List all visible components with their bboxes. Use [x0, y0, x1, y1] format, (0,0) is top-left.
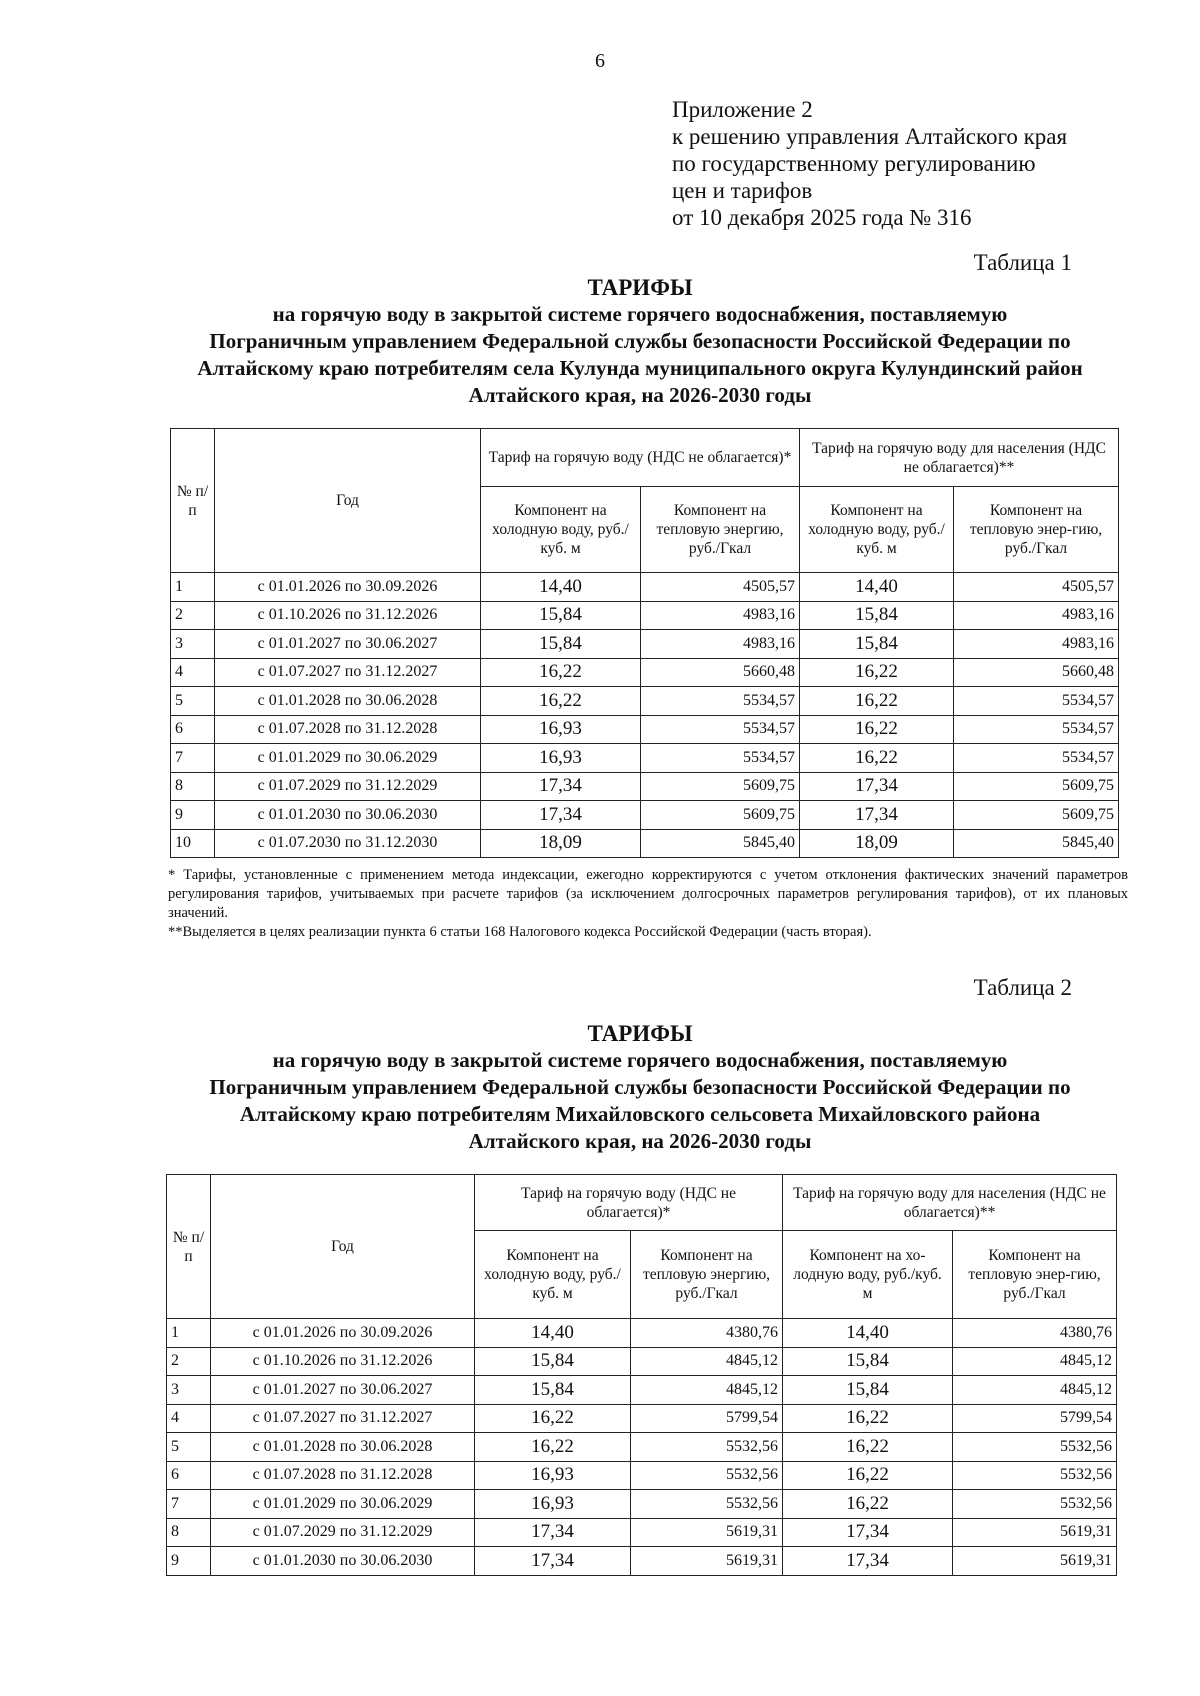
row-period: с 01.07.2029 по 31.12.2029 [211, 1518, 475, 1547]
row-period: с 01.07.2027 по 31.12.2027 [211, 1404, 475, 1433]
row-period: с 01.01.2029 по 30.06.2029 [215, 744, 481, 773]
table1-label: Таблица 1 [973, 250, 1072, 275]
row-period: с 01.01.2029 по 30.06.2029 [211, 1490, 475, 1519]
cell-heat-tariff: 5532,56 [631, 1433, 783, 1462]
table1-subtitle-line: Алтайскому краю потребителям села Кулунда муниципального округа Кулундинский район [197, 356, 1083, 380]
header-heat-energy: Компонент на тепловую энер-гию, руб./Гкал [953, 1231, 1117, 1319]
cell-heat-tariff: 4983,16 [641, 601, 800, 630]
table-row [171, 772, 1119, 801]
row-period: с 01.07.2028 по 31.12.2028 [211, 1461, 475, 1490]
page-number: 6 [595, 50, 605, 72]
table1-title-block [160, 274, 1120, 409]
header-cold-water: Компонент на холодную воду, руб./куб. м [481, 487, 641, 573]
table-row [167, 1347, 1117, 1376]
row-period: с 01.01.2030 по 30.06.2030 [215, 801, 481, 830]
row-period: с 01.07.2028 по 31.12.2028 [215, 715, 481, 744]
table1-subtitle-line: Пограничным управлением Федеральной службы безопасности Российской Федерации по [209, 329, 1071, 353]
cell-cold-population: 15,84 [800, 630, 954, 659]
cell-cold-tariff: 14,40 [481, 573, 641, 602]
footnote-indexation: * Тарифы, установленные с применением метода индексации, ежегодно корректируются с учетом отклонения фактических значений параметров регулирования тарифов, учитываемых при расчете тарифов (за исключением долгосрочных параметров регулирования тарифов), от их плановых значений. [168, 867, 1128, 921]
cell-cold-tariff: 15,84 [481, 630, 641, 659]
cell-heat-population: 4505,57 [954, 573, 1119, 602]
cell-cold-population: 16,22 [783, 1404, 953, 1433]
cell-cold-tariff: 16,22 [475, 1433, 631, 1462]
row-period: с 01.07.2030 по 31.12.2030 [215, 829, 481, 858]
table2-title-block [160, 1020, 1120, 1155]
cell-heat-population: 5799,54 [953, 1404, 1117, 1433]
footnote-vat: **Выделяется в целях реализации пункта 6 статьи 168 Налогового кодекса Российской Федерации (часть вторая). [168, 924, 872, 940]
table-row [171, 630, 1119, 659]
cell-cold-tariff: 14,40 [475, 1319, 631, 1348]
appendix-line: к решению управления Алтайского края [672, 124, 1068, 149]
cell-heat-tariff: 5799,54 [631, 1404, 783, 1433]
cell-heat-population: 5534,57 [954, 744, 1119, 773]
table-row [171, 829, 1119, 858]
cell-heat-tariff: 4380,76 [631, 1319, 783, 1348]
header-group-tariff: Тариф на горячую воду (НДС не облагается)* [475, 1175, 783, 1231]
table1-subtitle-line: Алтайского края, на 2026-2030 годы [468, 383, 812, 407]
table-row [167, 1490, 1117, 1519]
row-number: 7 [167, 1490, 211, 1519]
cell-cold-population: 16,22 [783, 1461, 953, 1490]
row-period: с 01.01.2030 по 30.06.2030 [211, 1547, 475, 1576]
table-row [167, 1376, 1117, 1405]
cell-heat-tariff: 5660,48 [641, 658, 800, 687]
cell-cold-population: 14,40 [783, 1319, 953, 1348]
cell-cold-population: 16,22 [800, 687, 954, 716]
cell-cold-population: 14,40 [800, 573, 954, 602]
appendix-line: Приложение 2 [672, 97, 813, 122]
table-row [171, 658, 1119, 687]
cell-heat-population: 4983,16 [954, 601, 1119, 630]
cell-heat-tariff: 5619,31 [631, 1518, 783, 1547]
row-number: 9 [167, 1547, 211, 1576]
cell-heat-population: 5534,57 [954, 687, 1119, 716]
cell-cold-population: 17,34 [783, 1547, 953, 1576]
table-row [167, 1547, 1117, 1576]
cell-cold-population: 17,34 [800, 801, 954, 830]
header-group-population: Тариф на горячую воду для населения (НДС не облагается)** [800, 429, 1119, 487]
cell-heat-tariff: 5845,40 [641, 829, 800, 858]
row-number: 7 [171, 744, 215, 773]
appendix-line: от 10 декабря 2025 года № 316 [672, 205, 972, 230]
row-number: 3 [171, 630, 215, 659]
cell-cold-population: 16,22 [800, 744, 954, 773]
cell-cold-population: 15,84 [783, 1347, 953, 1376]
cell-cold-population: 18,09 [800, 829, 954, 858]
tariff-table-1 [170, 428, 1119, 858]
row-number: 4 [167, 1404, 211, 1433]
table1-title: ТАРИФЫ [587, 275, 693, 300]
table2-subtitle-line: Алтайскому краю потребителям Михайловского сельсовета Михайловского района [239, 1102, 1041, 1126]
row-period: с 01.01.2026 по 30.09.2026 [211, 1319, 475, 1348]
row-number: 4 [171, 658, 215, 687]
cell-cold-population: 16,22 [800, 715, 954, 744]
cell-heat-tariff: 5619,31 [631, 1547, 783, 1576]
table-row [171, 573, 1119, 602]
cell-heat-population: 4845,12 [953, 1376, 1117, 1405]
cell-cold-tariff: 16,93 [475, 1490, 631, 1519]
row-number: 2 [167, 1347, 211, 1376]
header-group-population: Тариф на горячую воду для населения (НДС не облагается)** [783, 1175, 1117, 1231]
cell-heat-tariff: 5534,57 [641, 687, 800, 716]
cell-heat-population: 4380,76 [953, 1319, 1117, 1348]
row-period: с 01.01.2027 по 30.06.2027 [211, 1376, 475, 1405]
cell-heat-population: 5619,31 [953, 1547, 1117, 1576]
table2-subtitle-line: Пограничным управлением Федеральной службы безопасности Российской Федерации по [209, 1075, 1071, 1099]
table1-footnotes [168, 866, 1128, 942]
cell-cold-population: 16,22 [783, 1490, 953, 1519]
table-row [167, 1461, 1117, 1490]
appendix-line: цен и тарифов [672, 178, 813, 203]
cell-heat-tariff: 5534,57 [641, 744, 800, 773]
row-period: с 01.01.2028 по 30.06.2028 [215, 687, 481, 716]
cell-cold-tariff: 18,09 [481, 829, 641, 858]
row-period: с 01.01.2027 по 30.06.2027 [215, 630, 481, 659]
cell-heat-tariff: 4983,16 [641, 630, 800, 659]
table2-label: Таблица 2 [973, 975, 1072, 1000]
cell-heat-population: 5534,57 [954, 715, 1119, 744]
cell-heat-tariff: 4845,12 [631, 1347, 783, 1376]
cell-heat-population: 5532,56 [953, 1461, 1117, 1490]
header-num: № п/п [167, 1175, 211, 1319]
cell-heat-tariff: 5532,56 [631, 1461, 783, 1490]
appendix-block [672, 96, 1067, 231]
cell-heat-tariff: 4505,57 [641, 573, 800, 602]
cell-cold-tariff: 17,34 [475, 1518, 631, 1547]
table-row [171, 715, 1119, 744]
table1-subtitle-line: на горячую воду в закрытой системе горячего водоснабжения, поставляемую [272, 302, 1008, 326]
row-period: с 01.10.2026 по 31.12.2026 [215, 601, 481, 630]
table2-subtitle-line: Алтайского края, на 2026-2030 годы [468, 1129, 812, 1153]
cell-cold-tariff: 16,22 [475, 1404, 631, 1433]
table-row [171, 744, 1119, 773]
cell-cold-tariff: 15,84 [475, 1347, 631, 1376]
cell-cold-tariff: 17,34 [481, 772, 641, 801]
cell-heat-tariff: 5609,75 [641, 801, 800, 830]
cell-cold-tariff: 16,93 [481, 744, 641, 773]
row-number: 2 [171, 601, 215, 630]
header-heat-energy: Компонент на тепловую энергию, руб./Гкал [631, 1231, 783, 1319]
cell-heat-tariff: 4845,12 [631, 1376, 783, 1405]
row-period: с 01.10.2026 по 31.12.2026 [211, 1347, 475, 1376]
row-period: с 01.07.2029 по 31.12.2029 [215, 772, 481, 801]
table-row [167, 1319, 1117, 1348]
cell-heat-population: 5532,56 [953, 1490, 1117, 1519]
row-number: 6 [167, 1461, 211, 1490]
table-row [167, 1433, 1117, 1462]
header-cold-water: Компонент на холодную воду, руб./куб. м [800, 487, 954, 573]
header-num: № п/п [171, 429, 215, 573]
row-number: 1 [167, 1319, 211, 1348]
cell-heat-tariff: 5532,56 [631, 1490, 783, 1519]
cell-cold-tariff: 16,93 [481, 715, 641, 744]
table-row [171, 601, 1119, 630]
cell-cold-population: 17,34 [783, 1518, 953, 1547]
tariff-table-2 [166, 1174, 1117, 1576]
table-row [171, 687, 1119, 716]
header-cold-water: Компонент на хо-лодную воду, руб./куб. м [783, 1231, 953, 1319]
row-period: с 01.07.2027 по 31.12.2027 [215, 658, 481, 687]
cell-heat-population: 5609,75 [954, 772, 1119, 801]
cell-cold-population: 17,34 [800, 772, 954, 801]
header-cold-water: Компонент на холодную воду, руб./куб. м [475, 1231, 631, 1319]
cell-cold-tariff: 16,22 [481, 687, 641, 716]
table-row [171, 801, 1119, 830]
cell-cold-tariff: 17,34 [475, 1547, 631, 1576]
header-year: Год [215, 429, 481, 573]
row-number: 8 [167, 1518, 211, 1547]
cell-cold-population: 16,22 [783, 1433, 953, 1462]
row-number: 5 [167, 1433, 211, 1462]
cell-heat-population: 5532,56 [953, 1433, 1117, 1462]
cell-cold-population: 15,84 [783, 1376, 953, 1405]
cell-cold-tariff: 17,34 [481, 801, 641, 830]
header-group-tariff: Тариф на горячую воду (НДС не облагается)* [481, 429, 800, 487]
row-number: 8 [171, 772, 215, 801]
cell-heat-population: 5619,31 [953, 1518, 1117, 1547]
row-number: 10 [171, 829, 215, 858]
cell-heat-population: 5845,40 [954, 829, 1119, 858]
header-heat-energy: Компонент на тепловую энер-гию, руб./Гкал [954, 487, 1119, 573]
table-row [167, 1518, 1117, 1547]
cell-cold-tariff: 16,22 [481, 658, 641, 687]
cell-cold-population: 15,84 [800, 601, 954, 630]
row-number: 6 [171, 715, 215, 744]
cell-cold-tariff: 15,84 [481, 601, 641, 630]
cell-cold-tariff: 15,84 [475, 1376, 631, 1405]
row-number: 9 [171, 801, 215, 830]
cell-heat-population: 5660,48 [954, 658, 1119, 687]
cell-cold-population: 16,22 [800, 658, 954, 687]
cell-heat-population: 4983,16 [954, 630, 1119, 659]
cell-heat-tariff: 5534,57 [641, 715, 800, 744]
table2-title: ТАРИФЫ [587, 1021, 693, 1046]
row-period: с 01.01.2026 по 30.09.2026 [215, 573, 481, 602]
cell-cold-tariff: 16,93 [475, 1461, 631, 1490]
cell-heat-population: 5609,75 [954, 801, 1119, 830]
table-row [167, 1404, 1117, 1433]
row-number: 3 [167, 1376, 211, 1405]
row-number: 1 [171, 573, 215, 602]
row-period: с 01.01.2028 по 30.06.2028 [211, 1433, 475, 1462]
header-year: Год [211, 1175, 475, 1319]
cell-heat-tariff: 5609,75 [641, 772, 800, 801]
header-heat-energy: Компонент на тепловую энергию, руб./Гкал [641, 487, 800, 573]
appendix-line: по государственному регулированию [672, 151, 1036, 176]
cell-heat-population: 4845,12 [953, 1347, 1117, 1376]
row-number: 5 [171, 687, 215, 716]
table2-subtitle-line: на горячую воду в закрытой системе горячего водоснабжения, поставляемую [272, 1048, 1008, 1072]
